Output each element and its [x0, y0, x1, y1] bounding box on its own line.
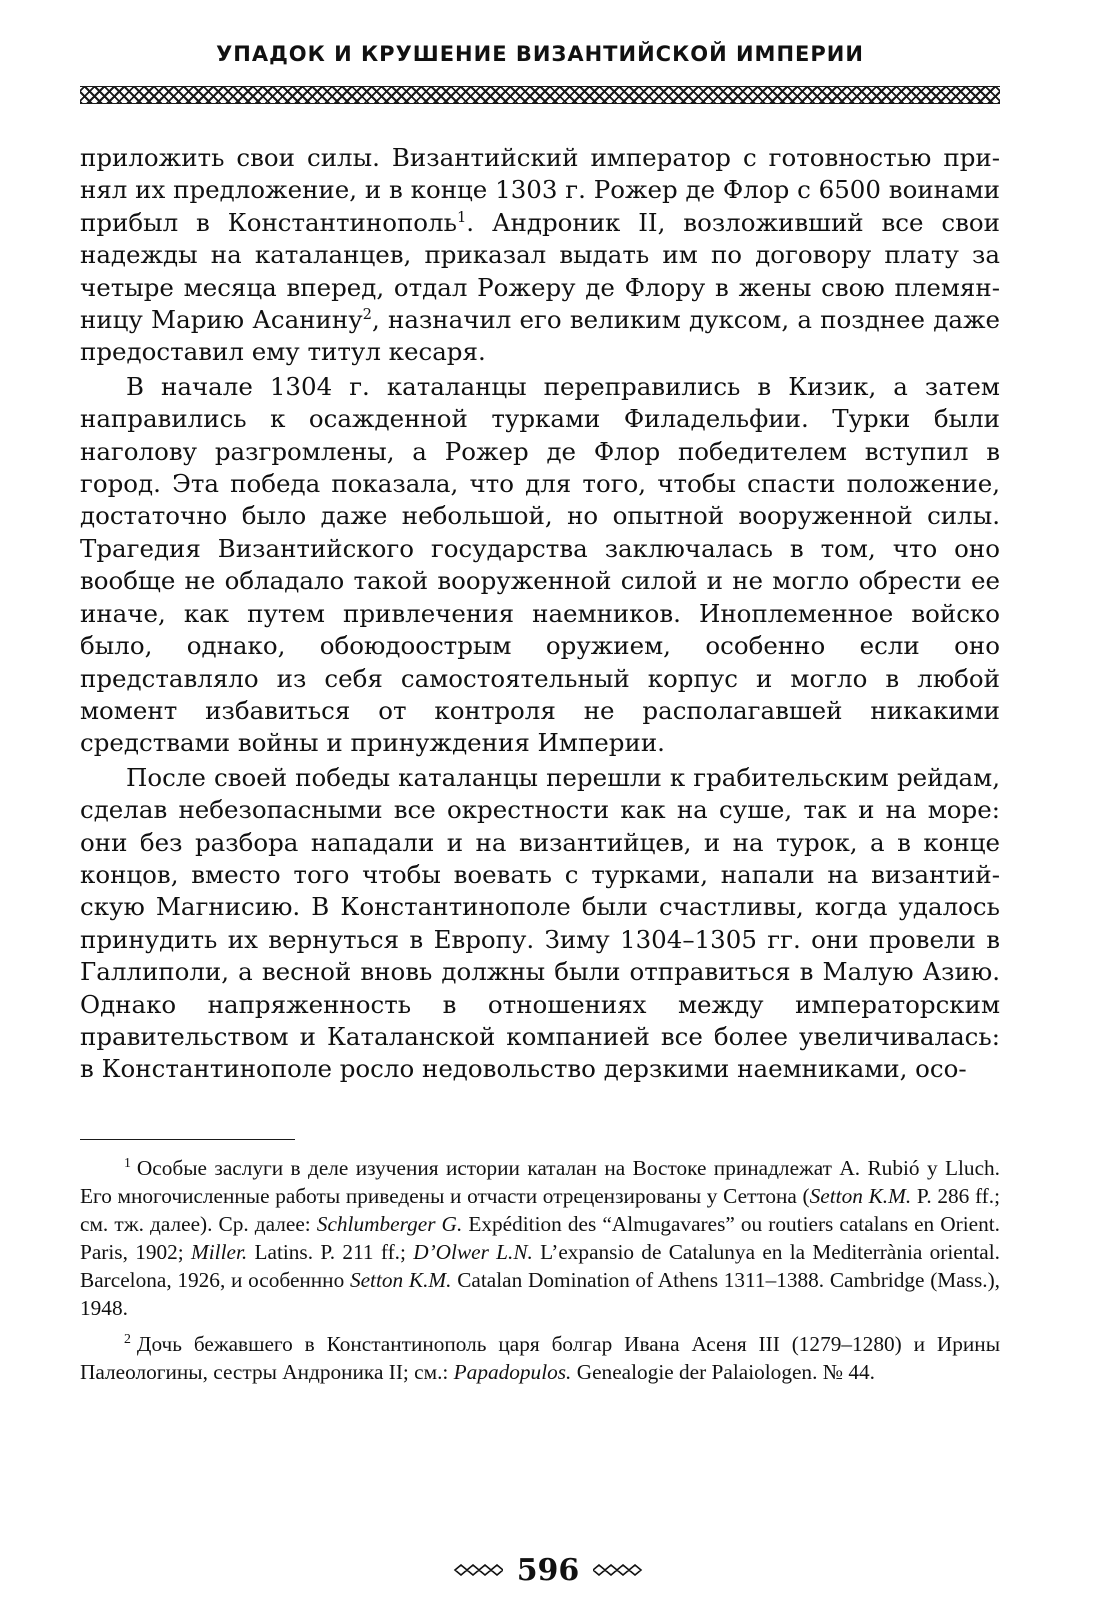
page-number: 596 — [516, 1552, 580, 1588]
footnote-ref-2[interactable]: 2 — [362, 305, 372, 323]
footnotes — [80, 1154, 1000, 1394]
footnote-ref-1[interactable]: 1 — [456, 208, 467, 226]
header-ornament-band — [80, 86, 1000, 104]
footnote-separator — [80, 1139, 295, 1140]
main-text — [80, 142, 1000, 1086]
paragraph-2: В начале 1304 г. каталанцы переправились в Кизик, а затем направились к осажденной турками Филадельфии. Турки были наголову разгромлены, а Рожер де Флор победителем вступил в город. Эта победа показала, что для того, чтобы спасти положение, достаточно было даже небольшой, но опытной вооруженной силы. Трагедия Византийского государства заключалась в том, что оно вообще не обладало такой вооруженной силой и не могло обрести ее иначе, как путем привлечения наемников. Иноплеменное войско было, однако, обоюдоострым оружием, особенно если оно представляло из себя самостоятельный корпус и могло в любой момент избавиться от контроля не располагавшей никакими средствами войны и принуждения Империи. — [80, 371, 1000, 758]
paragraph-3: После своей победы каталанцы перешли к грабительским рейдам, сделав небезопасными все окрестности как на суше, так и на море: они без разбора нападали и на византийцев, и на турок, а в конце концов, вместо того чтобы воевать с турками, напали на византийскую Магнисию. В Константинополе были счастливы, когда удалось принудить их вернуться в Европу. Зиму 1304–1305 гг. они провели в Галлиполи, а весной вновь должны были отправиться в Малую Азию. Однако напряженность в отношениях между императорским правительством и Каталанской компанией все более увеличивалась: в Константинополе росло недовольство дерзкими наемниками, осо- — [80, 762, 1000, 1084]
page-footer — [448, 1550, 648, 1590]
interlace-ornament-icon — [453, 1564, 503, 1576]
interlace-ornament-icon — [593, 1564, 643, 1576]
footnote-2: $^2$ Дочь бежавшего в Константинополь царя болгар Ивана Асеня III (1279–1280) и Ирины Палеологины, сестры Андроника II; см.: Papadopulos. Genealogie der Palaiologen. № 44. — [80, 1330, 1000, 1384]
footnote-number: 2 — [124, 1330, 131, 1346]
paragraph-1: приложить свои силы. Византийский император с готовностью принял их предложение, и в конце 1303 г. Рожер де Флор с 6500 воинами прибыл в Константинополь$^1$. Андроник II, возложивший все свои надежды на каталанцев, приказал выдать им по договору плату за четыре месяца вперед, отдал Рожеру де Флору в жены свою племянницу Марию Асанину$^2$, назначил его великим дуксом, а позднее даже предоставил ему титул кесаря. — [80, 143, 1001, 367]
footnote-number: 1 — [124, 1154, 131, 1170]
footnote-1: $^1$ Особые заслуги в деле изучения истории каталан на Востоке принадлежат A. Rubió y Lluch. Его многочисленные работы приведены и отчасти отрецензированы у Сеттона (Setton K.M. P. 286 ff.; см. тж. далее). Ср. далее: Schlumberger G. Expédition des “Almugavares” ou routiers catalans en Orient. Paris, 1902; Miller. Latins. P. 211 ff.; D’Olwer L.N. L’expansio de Catalunya en la Mediterrània oriental. Barcelona, 1926, и особеннно Setton K.M. Catalan Domination of Athens 1311–1388. Cambridge (Mass.), 1948. — [80, 1154, 1000, 1320]
running-title: УПАДОК И КРУШЕНИЕ ВИЗАНТИЙСКОЙ ИМПЕРИИ — [216, 42, 864, 66]
